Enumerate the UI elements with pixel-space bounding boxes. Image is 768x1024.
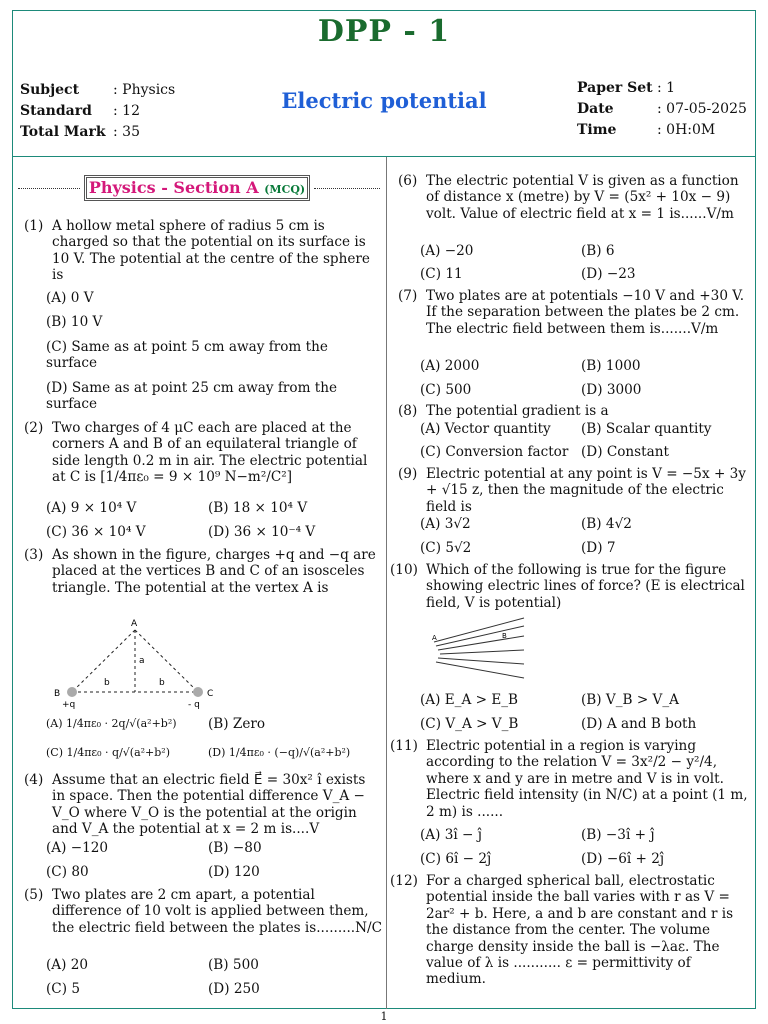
- option-a[interactable]: (A) 2000: [420, 358, 480, 374]
- section-title: Physics - Section A: [88, 178, 259, 197]
- label-plus-q: +q: [62, 700, 76, 710]
- option-d[interactable]: (D) 3000: [581, 382, 642, 398]
- option-c[interactable]: (C) 11: [420, 266, 463, 282]
- question-number: (8): [398, 403, 418, 419]
- question-number: (1): [24, 218, 44, 234]
- question-text: Two plates are at potentials −10 V and +30 V. If the separation between the plates be 2 cm. The electric field between them is.......V/m: [426, 288, 745, 337]
- question-8: [398, 403, 754, 419]
- section-tag: (MCQ): [264, 183, 306, 196]
- meta-value: : Physics: [113, 82, 176, 98]
- question-10: [390, 562, 754, 611]
- option-c[interactable]: (C) 1/4πε₀ · q/√(a²+b²): [46, 746, 171, 759]
- label-a: A: [131, 619, 138, 629]
- option-b[interactable]: (B) Zero: [208, 716, 266, 732]
- question-number: (7): [398, 288, 418, 304]
- option-b[interactable]: (B) 500: [208, 957, 259, 973]
- meta-value: : 35: [113, 124, 140, 140]
- label-b: B: [54, 689, 61, 699]
- meta-key: Total Mark: [20, 124, 106, 140]
- option-d[interactable]: (D) 250: [208, 981, 260, 997]
- meta-right: [577, 78, 747, 141]
- label-c: C: [207, 689, 214, 699]
- option-a[interactable]: (A) 0 V: [46, 290, 94, 306]
- option-a[interactable]: (A) 3î − ĵ: [420, 827, 482, 843]
- question-text: Assume that an electric field E⃗ = 30x² î exists in space. Then the potential difference V_A − V_O where V_O is the potential at the origin and V_A the potential at x = 2 m is....V: [52, 772, 366, 838]
- question-number: (2): [24, 420, 44, 436]
- option-c[interactable]: (C) 500: [420, 382, 472, 398]
- question-text: Two plates are 2 cm apart, a potential difference of 10 volt is applied between them, the electric field between the plates is.........N/C: [52, 887, 383, 936]
- question-number: (9): [398, 466, 418, 482]
- question-12: [390, 873, 754, 988]
- field-line: [438, 658, 524, 664]
- option-a[interactable]: (A) −20: [420, 243, 474, 259]
- option-d[interactable]: (D) 1/4πε₀ · (−q)/√(a²+b²): [208, 746, 351, 759]
- option-d[interactable]: (D) 7: [581, 540, 616, 556]
- meta-key: Paper Set: [577, 80, 653, 96]
- meta-key: Date: [577, 101, 614, 117]
- question-number: (3): [24, 547, 44, 563]
- question-text: Electric potential at any point is V = −5x + 3y + √15 z, then the magnitude of the electric field is: [426, 466, 746, 515]
- option-b[interactable]: (B) Scalar quantity: [581, 421, 712, 437]
- option-a[interactable]: (A) 9 × 10⁴ V: [46, 500, 137, 516]
- option-a[interactable]: (A) 1/4πε₀ · 2q/√(a²+b²): [46, 717, 177, 730]
- meta-value: : 1: [657, 80, 676, 96]
- meta-value: : 12: [113, 103, 140, 119]
- option-c[interactable]: (C) Conversion factor: [420, 444, 569, 460]
- section-heading: [18, 174, 380, 202]
- option-d[interactable]: (D) Same as at point 25 cm away from the surface: [46, 380, 338, 412]
- field-line: [440, 650, 524, 654]
- question-number: (10): [390, 562, 418, 578]
- option-c[interactable]: (C) 5: [46, 981, 80, 997]
- leader-dots: [18, 188, 80, 189]
- option-a[interactable]: (A) Vector quantity: [420, 421, 551, 437]
- question-text: The electric potential V is given as a function of distance x (metre) by V = (5x² + 10x − 9) volt. Value of electric field at x = 1 is......V/m: [426, 173, 739, 222]
- option-d[interactable]: (D) 120: [208, 864, 260, 880]
- question-number: (11): [390, 738, 418, 754]
- question-text: Electric potential in a region is varying according to the relation V = 3x²/2 − y²/4, where x and y are in metre and V is in volt. Electric field intensity (in N/C) at a point (1 m, 2 m) is ......: [426, 738, 748, 820]
- question-number: (4): [24, 772, 44, 788]
- meta-key: Subject: [20, 82, 80, 98]
- question-5: [24, 887, 382, 936]
- option-b[interactable]: (B) 4√2: [581, 516, 632, 532]
- question-7: [398, 288, 754, 337]
- field-lines-figure: [428, 616, 528, 682]
- question-6: [398, 173, 754, 222]
- label-a-side: a: [139, 656, 145, 666]
- question-3: [24, 547, 382, 596]
- option-b[interactable]: (B) −80: [208, 840, 262, 856]
- option-a[interactable]: (A) 20: [46, 957, 89, 973]
- option-a[interactable]: (A) −120: [46, 840, 109, 856]
- option-a[interactable]: (A) E_A > E_B: [420, 692, 519, 708]
- triangle-figure: [52, 616, 232, 712]
- charge-c-dot: [193, 687, 203, 697]
- column-divider: [386, 157, 387, 1009]
- option-d[interactable]: (D) 36 × 10⁻⁴ V: [208, 524, 316, 540]
- question-text: Which of the following is true for the figure showing electric lines of force? (E is electrical field, V is potential): [426, 562, 745, 611]
- question-11: [390, 738, 754, 820]
- charge-b-dot: [67, 687, 77, 697]
- question-number: (6): [398, 173, 418, 189]
- question-4: [24, 772, 382, 838]
- question-text: For a charged spherical ball, electrostatic potential inside the ball varies with r as V = 2ar² + b. Here, a and b are constant and r is the distance from the center. The volume charge density inside the ball is −λaε. The value of λ is ........... ε = permittivity of medium.: [426, 873, 734, 988]
- leader-dots: [314, 188, 380, 189]
- option-c[interactable]: (C) V_A > V_B: [420, 716, 519, 732]
- option-b[interactable]: (B) −3î + ĵ: [581, 827, 655, 843]
- question-9: [398, 466, 754, 515]
- option-a[interactable]: (A) 3√2: [420, 516, 471, 532]
- page-number: 1: [380, 1010, 388, 1023]
- topic-title: Electric potential: [281, 88, 487, 113]
- question-2: [24, 420, 382, 486]
- label-b: B: [502, 632, 507, 640]
- label-b-side: b: [104, 678, 110, 688]
- question-text: Two charges of 4 μC each are placed at the corners A and B of an equilateral triangle of side length 0.2 m in air. The electric potential at C is [1/4πε₀ = 9 × 10⁹ N−m²/C²]: [52, 420, 368, 486]
- meta-value: : 0H:0M: [657, 122, 716, 138]
- question-text: A hollow metal sphere of radius 5 cm is charged so that the potential on its surface is 10 V. The potential at the centre of the sphere is: [52, 218, 370, 284]
- question-number: (5): [24, 887, 44, 903]
- meta-left: [20, 80, 175, 143]
- question-text: As shown in the figure, charges +q and −q are placed at the vertices B and C of an isosceles triangle. The potential at the vertex A is: [52, 547, 376, 596]
- question-1: [24, 218, 382, 284]
- option-b[interactable]: (B) 18 × 10⁴ V: [208, 500, 308, 516]
- field-line: [436, 662, 524, 678]
- option-b[interactable]: (B) V_B > V_A: [581, 692, 679, 708]
- question-number: (12): [390, 873, 418, 889]
- label-minus-q: - q: [188, 700, 200, 710]
- meta-key: Time: [577, 122, 617, 138]
- option-d[interactable]: (D) A and B both: [581, 716, 697, 732]
- option-d[interactable]: (D) −6î + 2ĵ: [581, 851, 665, 867]
- option-c[interactable]: (C) 80: [46, 864, 89, 880]
- meta-key: Standard: [20, 103, 92, 119]
- option-c[interactable]: (C) 5√2: [420, 540, 472, 556]
- option-d[interactable]: (D) Constant: [581, 444, 669, 460]
- label-b-side: b: [159, 678, 165, 688]
- option-b[interactable]: (B) 6: [581, 243, 615, 259]
- header-divider: [12, 156, 756, 157]
- option-b[interactable]: (B) 10 V: [46, 314, 103, 330]
- option-d[interactable]: (D) −23: [581, 266, 636, 282]
- meta-value: : 07-05-2025: [657, 101, 747, 117]
- option-b[interactable]: (B) 1000: [581, 358, 641, 374]
- section-title-box: [84, 175, 310, 201]
- option-c[interactable]: (C) 36 × 10⁴ V: [46, 524, 146, 540]
- question-text: The potential gradient is a: [426, 403, 609, 419]
- option-c[interactable]: (C) 6î − 2ĵ: [420, 851, 492, 867]
- label-a: A: [432, 634, 437, 642]
- option-c[interactable]: (C) Same as at point 5 cm away from the surface: [46, 339, 328, 371]
- page-title: DPP - 1: [317, 14, 451, 49]
